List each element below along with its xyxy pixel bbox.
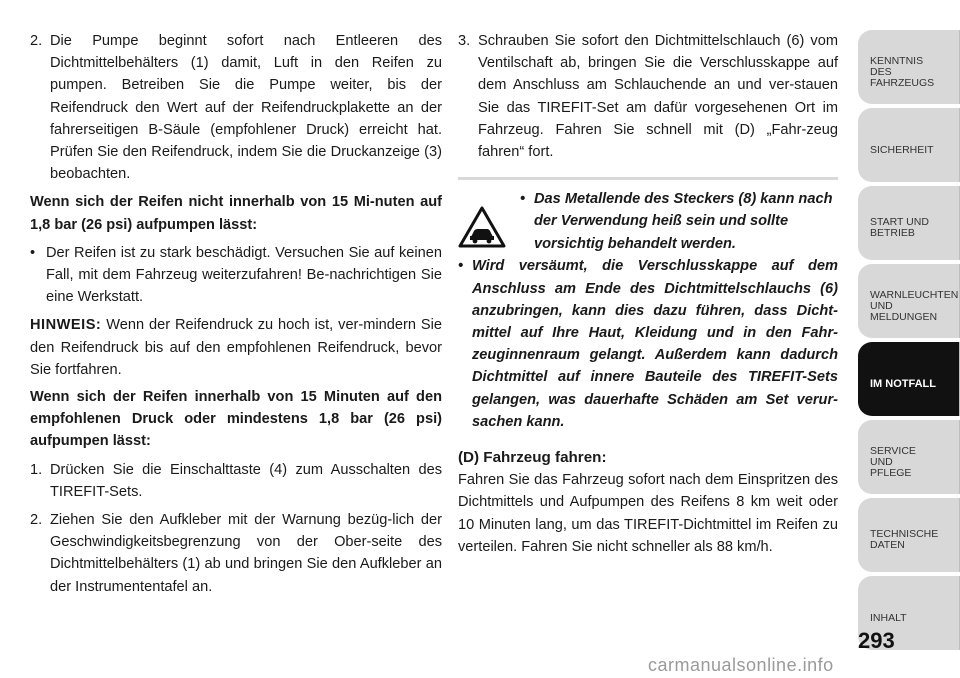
bullet-dot: • bbox=[458, 258, 464, 275]
tab-start-betrieb[interactable] bbox=[858, 186, 960, 260]
chapter-tabs bbox=[858, 30, 960, 654]
tab-technische-daten[interactable] bbox=[858, 498, 960, 572]
step-text: Ziehen Sie den Aufkleber mit der Warnung bezüg-lich der Geschwindigkeitsbegrenzung von der Ober-seite des Dichtmittelbehälters (1) ab und bringen Sie den Aufkleber an der Instrumententafel an. bbox=[50, 512, 442, 595]
heading-inflated: Wenn sich der Reifen innerhalb von 15 Minuten auf den empfohlenen Druck oder mindestens 1,8 bar (26 psi) aufpumpen lässt: bbox=[30, 389, 442, 450]
heading-not-inflated: Wenn sich der Reifen nicht innerhalb von 15 Mi-nuten auf 1,8 bar (26 psi) aufpumpen lässt: bbox=[30, 194, 442, 233]
step-number: 2. bbox=[30, 512, 43, 529]
watermark: carmanualsonline.info bbox=[648, 655, 834, 675]
step-text: Die Pumpe beginnt sofort nach Entleeren des Dichtmittelbehälters (1) damit, Luft in den Reifen zu pumpen. Betreiben Sie die Pumpe weiter, bis der Reifendruck den Wert auf der Reifendruckplakette an der fahrerseitigen B-Säule (empfohlener Druck) erreicht hat. Prüfen Sie den Reifendruck, indem Sie die Druckanzeige (3) beobachten. bbox=[50, 33, 442, 183]
page-number: 293 bbox=[858, 628, 895, 653]
bullet-dot: • bbox=[30, 244, 36, 261]
left-column bbox=[30, 30, 442, 604]
step-3-unscrew bbox=[458, 30, 838, 163]
warning-triangle-car-icon bbox=[458, 188, 520, 255]
step-text: Drücken Sie die Einschalttaste (4) zum Ausschalten des TIREFIT-Sets. bbox=[50, 461, 442, 500]
tab-kenntnis[interactable] bbox=[858, 30, 960, 104]
step-text: Schrauben Sie sofort den Dichtmittelschlauch (6) vom Ventilschaft ab, bringen Sie die Verschlusskappe auf dem Anschluss am Schlauchende an und ver-stauen Sie das TIREFIT-Set am dafür vorgesehenen Ort im Fahrzeug. Fahren Sie schnell mit (D) „Fahr-zeug fahren“ fort. bbox=[478, 33, 838, 161]
note-label: HINWEIS: bbox=[30, 317, 102, 334]
warning-item-hot-plug bbox=[520, 188, 838, 255]
step-number: 3. bbox=[458, 33, 471, 49]
note-text: Wenn der Reifendruck zu hoch ist, ver-mindern Sie den Reifendruck bis auf den empfohlenen Reifendruck, bevor Sie fortfahren. bbox=[30, 317, 442, 378]
tab-im-notfall[interactable] bbox=[858, 342, 960, 416]
warning-box bbox=[458, 177, 838, 433]
tab-label: START UND BETRIEB bbox=[870, 216, 929, 239]
tab-label: SERVICE UND PFLEGE bbox=[870, 444, 916, 479]
bullet-text: Der Reifen ist zu stark beschädigt. Versuchen Sie auf keinen Fall, mit dem Fahrzeug weiterzufahren! Be-nachrichtigen Sie eine Werkstatt. bbox=[46, 244, 442, 306]
heading-drive: (D) Fahrzeug fahren: bbox=[458, 449, 607, 467]
warning-text: Wird versäumt, die Verschlusskappe auf dem Anschluss am Ende des Dichtmittelschlauchs (6) anzubringen, kann dies dazu führen, dass Dicht-mittel auf Ihre Haut, Kleidung und in den Fahr-zeuginnenraum gelangt. Außerdem kann dadurch Dichtmittel auf innere Bauteile des TIREFIT-Sets gelangen, was dauerhafte Schäden am Set verur-sachen kann. bbox=[472, 258, 838, 430]
step-1-switch-off bbox=[30, 459, 442, 503]
step-2-pump bbox=[30, 30, 442, 185]
drive-paragraph: Fahren Sie das Fahrzeug sofort nach dem Einspritzen des Dichtmittels und Aufpumpen des Reifens 8 km weit oder 10 Minuten lang, um das TIREFIT-Dichtmittel im Reifen zu verteilen. Fahren Sie nicht schneller als 88 km/h. bbox=[458, 472, 838, 555]
step-number: 2. bbox=[30, 33, 43, 49]
tab-sicherheit[interactable] bbox=[858, 108, 960, 182]
tab-label: SICHERHEIT bbox=[870, 143, 934, 156]
note-paragraph bbox=[30, 314, 442, 381]
tab-label: WARNLEUCHTEN UND MELDUNGEN bbox=[870, 288, 959, 323]
right-column bbox=[458, 30, 838, 563]
bullet-damaged bbox=[30, 242, 442, 309]
tab-label: KENNTNIS DES FAHRZEUGS bbox=[870, 54, 935, 89]
tab-label: TECHNISCHE DATEN bbox=[870, 528, 939, 551]
tab-warnleuchten[interactable] bbox=[858, 264, 960, 338]
tab-label: IM NOTFALL bbox=[870, 377, 936, 390]
tab-service[interactable] bbox=[858, 420, 960, 494]
bullet-dot: • bbox=[520, 191, 526, 208]
warning-text: Das Metallende des Steckers (8) kann nach der Verwendung heiß sein und sollte vorsichtig behandelt werden. bbox=[534, 191, 833, 252]
step-number: 1. bbox=[30, 461, 43, 478]
tab-label: INHALT bbox=[870, 611, 907, 624]
step-2-sticker bbox=[30, 509, 442, 598]
warning-item-cap bbox=[458, 255, 838, 433]
